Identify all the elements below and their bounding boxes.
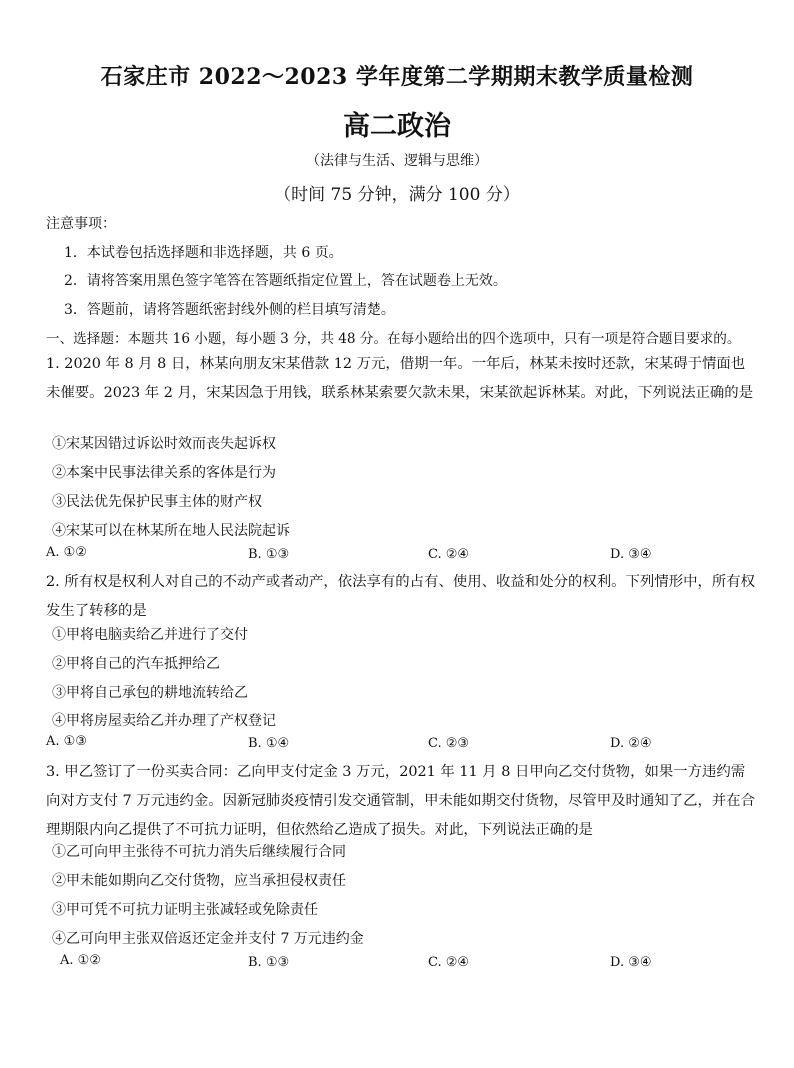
- answer-choice: B. ①④: [248, 736, 290, 751]
- section-heading: 一、选择题：本题共 16 小题，每小题 3 分，共 48 分。在每小题给出的四个选项中，只有一项是符合题目要求的。: [46, 331, 741, 347]
- question-option: ④甲将房屋卖给乙并办理了产权登记: [52, 713, 276, 729]
- exam-title: 石家庄市 2022～2023 学年度第二学期期末教学质量检测: [100, 64, 694, 90]
- answer-choice: C. ②④: [428, 547, 470, 562]
- note-item: 1．本试卷包括选择题和非选择题，共 6 页。: [64, 245, 343, 261]
- question-stem: 2. 所有权是权利人对自己的不动产或者动产，依法享有的占有、使用、收益和处分的权利。下列情形中，所有权发生了转移的是: [46, 574, 756, 619]
- question-stem: 1. 2020 年 8 月 8 日，林某向朋友宋某借款 12 万元，借期一年。一年后，林某未按时还款，宋某碍于情面也未催要。2023 年 2 月，宋某因急于用钱，联系林某索要欠款未果，宋某欲起诉林某。对此，下列说法正确的是: [46, 356, 754, 401]
- subject-title: 高二政治: [343, 111, 451, 142]
- question-option: ②本案中民事法律关系的客体是行为: [52, 465, 276, 481]
- answer-choice: A. ①③: [46, 734, 87, 749]
- question-stem: 3. 甲乙签订了一份买卖合同：乙向甲支付定金 3 万元，2021 年 11 月 8 日甲向乙交付货物，如果一方违约需向对方支付 7 万元违约金。因新冠肺炎疫情引发交通管制，甲未能如期交付货物，尽管甲及时通知了乙，并在合理期限内向乙提供了不可抗力证明，但依然给乙造成了损失。对此，下列说法正确的是: [46, 764, 756, 838]
- answer-choice: D. ③④: [610, 547, 652, 562]
- answer-choice: D. ②④: [610, 736, 652, 751]
- note-item: 3．答题前，请将答题纸密封线外侧的栏目填写清楚。: [64, 302, 395, 318]
- question-option: ③甲可凭不可抗力证明主张减轻或免除责任: [52, 902, 318, 918]
- question-option: ②甲未能如期向乙交付货物，应当承担侵权责任: [52, 873, 346, 889]
- question-option: ④乙可向甲主张双倍返还定金并支付 7 万元违约金: [52, 931, 364, 947]
- answer-choice: A. ①②: [46, 545, 87, 560]
- subject-scope: （法律与生活、逻辑与思维）: [306, 153, 488, 169]
- question-option: ③民法优先保护民事主体的财产权: [52, 494, 262, 510]
- answer-choice: D. ③④: [610, 955, 652, 970]
- question-option: ①宋某因错过诉讼时效而丧失起诉权: [52, 436, 276, 452]
- question-option: ②甲将自己的汽车抵押给乙: [52, 656, 220, 672]
- note-item: 2．请将答案用黑色签字笔答在答题纸指定位置上，答在试题卷上无效。: [64, 273, 507, 289]
- notes-heading: 注意事项：: [46, 216, 116, 232]
- answer-choice: B. ①③: [248, 547, 290, 562]
- question-option: ①甲将电脑卖给乙并进行了交付: [52, 627, 248, 643]
- question-option: ③甲将自己承包的耕地流转给乙: [52, 685, 248, 701]
- question-option: ①乙可向甲主张待不可抗力消失后继续履行合同: [52, 844, 346, 860]
- answer-choice: C. ②③: [428, 736, 470, 751]
- answer-choice: C. ②④: [428, 955, 470, 970]
- question-option: ④宋某可以在林某所在地人民法院起诉: [52, 523, 290, 539]
- answer-choice: A. ①②: [60, 953, 101, 968]
- answer-choice: B. ①③: [248, 955, 290, 970]
- time-and-score: （时间 75 分钟，满分 100 分）: [274, 185, 520, 205]
